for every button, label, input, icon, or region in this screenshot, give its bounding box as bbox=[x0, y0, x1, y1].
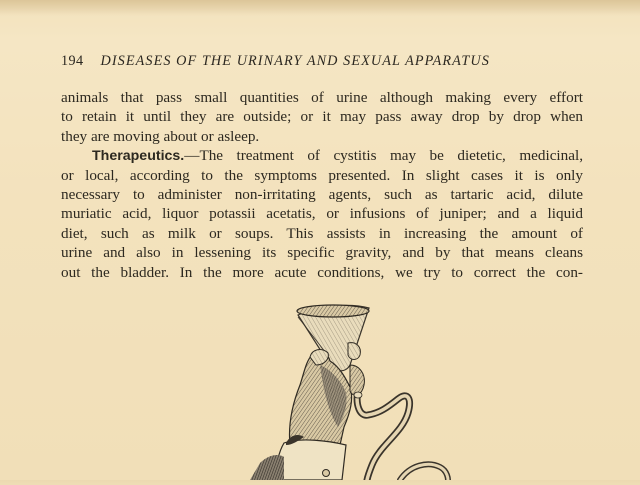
section-heading: Therapeutics. bbox=[92, 148, 185, 165]
body-paragraphs bbox=[61, 88, 583, 282]
text-line: they are moving about or asleep. bbox=[61, 127, 260, 145]
hand-funnel-engraving-icon bbox=[250, 295, 480, 480]
running-title: DISEASES OF THE URINARY AND SEXUAL APPARATUS bbox=[100, 53, 490, 69]
text-line: or local, according to the symptoms presented. In slight cases it is only bbox=[61, 166, 583, 184]
text-line: muriatic acid, liquor potassii acetatis, or infusions of juniper; and a liquid bbox=[61, 205, 583, 223]
heading-dash: — bbox=[184, 147, 200, 165]
page-number: 194 bbox=[61, 53, 84, 69]
text-line-with-heading bbox=[61, 146, 583, 165]
text-line: to retain it until they are outside; or it may pass away drop by drop when bbox=[61, 108, 583, 126]
text-line: necessary to administer non-irritating agents, such as tartaric acid, dilute bbox=[61, 185, 583, 203]
page-edge-shadow bbox=[0, 0, 640, 16]
text-line-rest: The treatment of cystitis may be dietetic, medicinal, bbox=[199, 147, 583, 165]
text-line: out the bladder. In the more acute conditions, we try to correct the con- bbox=[61, 263, 583, 281]
running-header bbox=[61, 53, 581, 70]
text-line: diet, such as milk or soups. This assists in increasing the amount of bbox=[61, 224, 583, 242]
funnel-illustration bbox=[250, 295, 480, 480]
text-line: urine and also in lessening its specific gravity, and by that means cleans bbox=[61, 244, 583, 262]
text-line: animals that pass small quantities of urine although making every effort bbox=[61, 89, 583, 106]
